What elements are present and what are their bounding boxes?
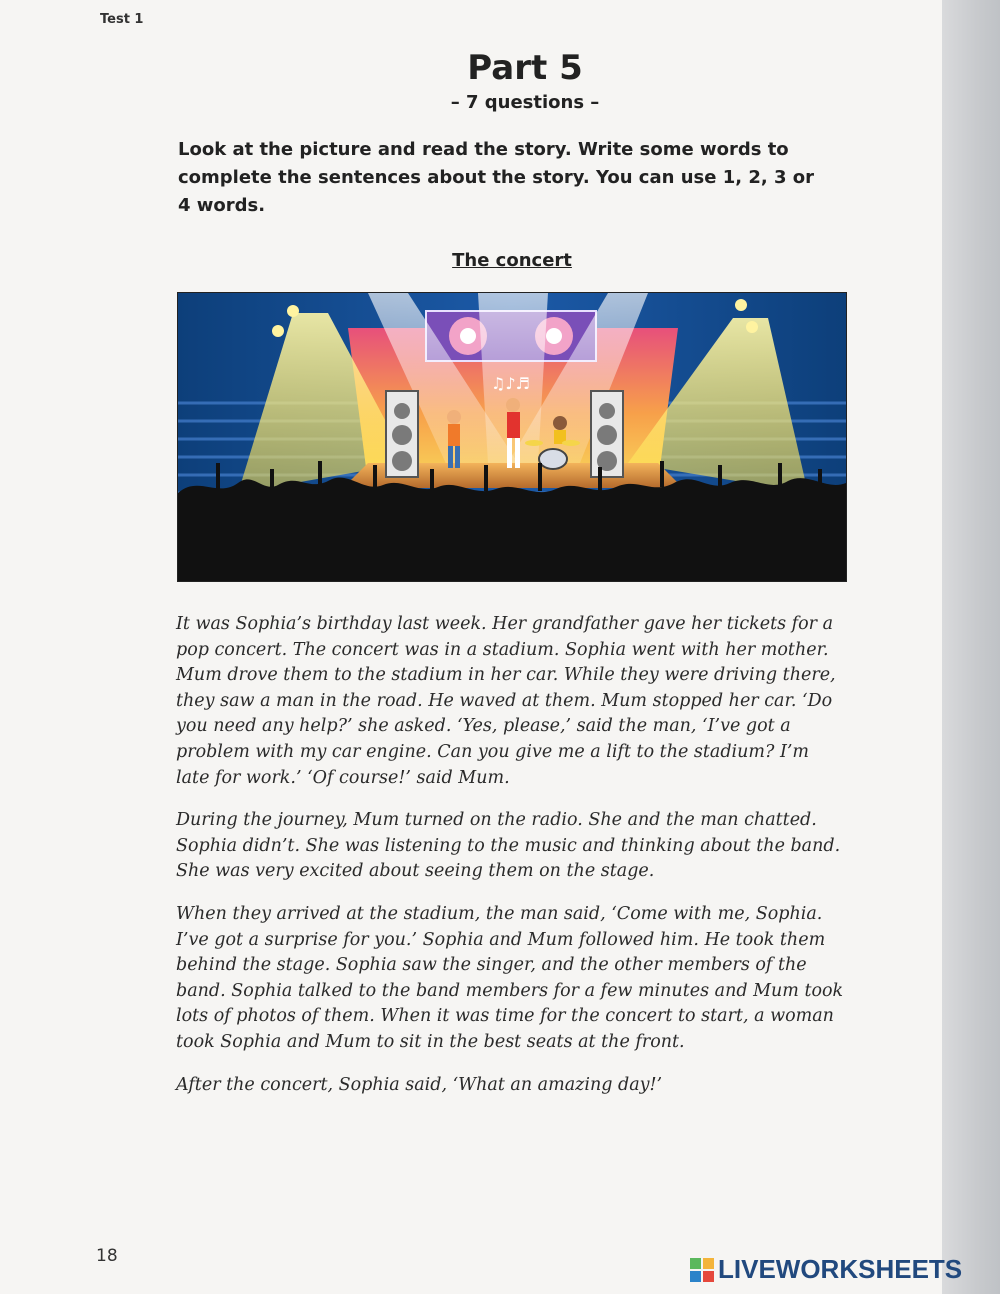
story-text (176, 612, 844, 1115)
brand-name: LIVEWORKSHEETS (718, 1254, 963, 1284)
story-title: The concert (452, 250, 572, 271)
story-paragraph-1: It was Sophia’s birthday last week. Her grandfather gave her tickets for a pop concert. The concert was in a stadium. Sophia went with her mother. Mum drove them to the stadium in her car. While they were driving there, they saw a man in the road. He waved at them. Mum stopped her car. ‘Do you need any help?’ she asked. ‘Yes, please,’ said the man, ‘I’ve got a problem with my car engine. Can you give me a lift to the stadium? I’m late for work.’ ‘Of course!’ said Mum. (176, 614, 836, 788)
concert-stage-illustration (177, 292, 847, 582)
liveworksheets-logo-icon (690, 1258, 714, 1282)
story-paragraph-4: After the concert, Sophia said, ‘What an amazing day!’ (176, 1074, 663, 1095)
story-paragraph-3: When they arrived at the stadium, the man said, ‘Come with me, Sophia. I’ve got a surprise for you.’ Sophia and Mum followed him. He took them behind the stage. Sophia saw the singer, and the other members of the band. Sophia talked to the band members for a few minutes and Mum took lots of photos of them. When it was time for the concert to start, a woman took Sophia and Mum to sit in the best seats at the front. (176, 903, 844, 1052)
svg-text:♫♪♬: ♫♪♬ (491, 374, 530, 393)
brand-logo (690, 1254, 962, 1285)
page-number: 18 (96, 1246, 118, 1266)
page-edge (942, 0, 1000, 1294)
story-paragraph-2: During the journey, Mum turned on the radio. She and the man chatted. Sophia didn’t. She was listening to the music and thinking about the band. She was very excited about seeing them on the stage. (176, 810, 841, 882)
part-subtitle: – 7 questions – (450, 92, 600, 113)
instructions: Look at the picture and read the story. Write some words to complete the sentences about the story. You can use 1, 2, 3 or 4 words. (178, 139, 814, 216)
part-title: Part 5 (467, 48, 583, 88)
running-head: Test 1 (100, 12, 144, 27)
